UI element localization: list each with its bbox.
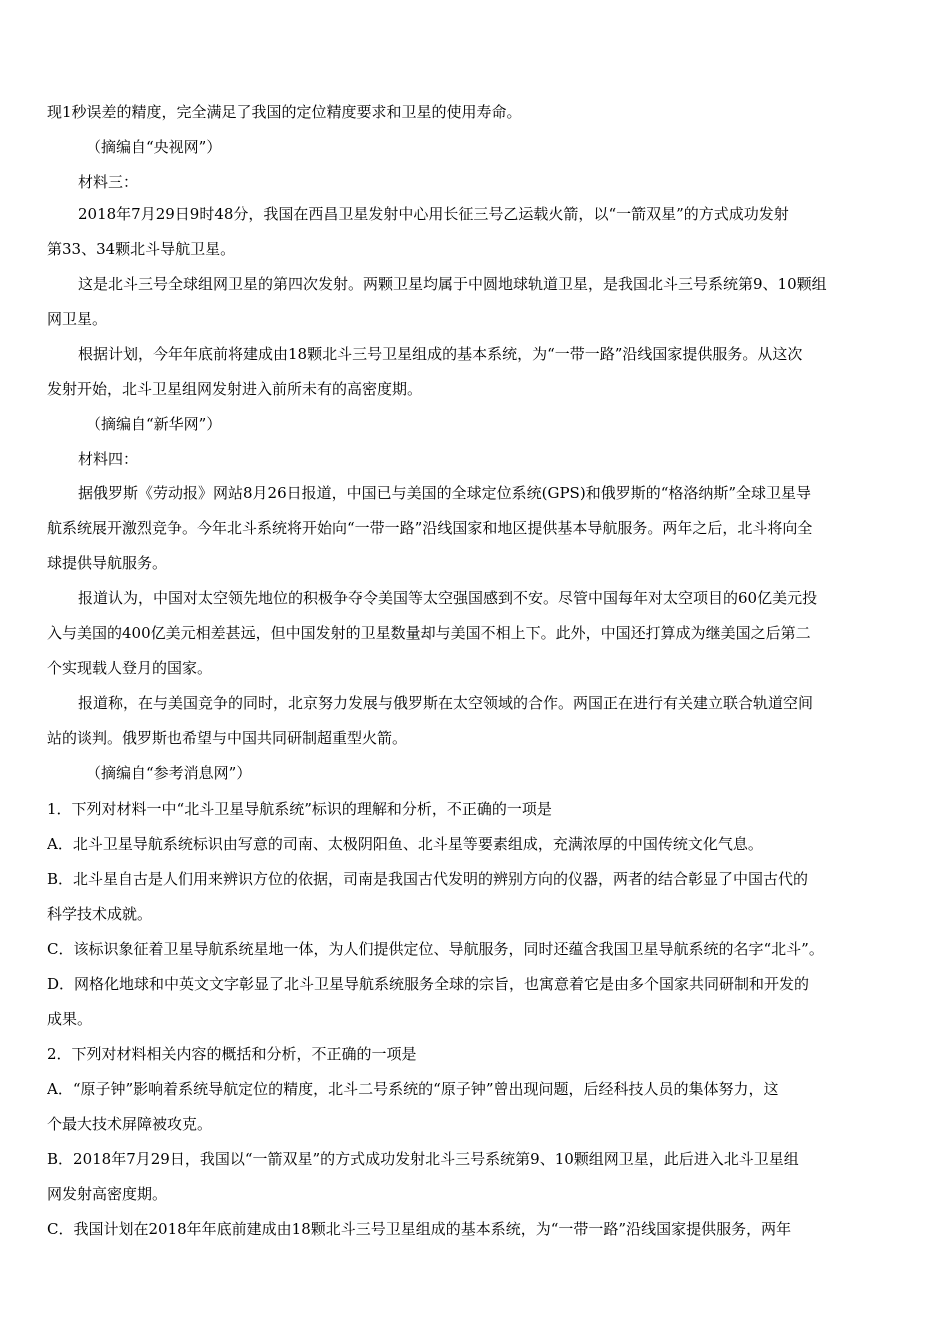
question-1-option-b: B．北斗星自古是人们用来辨识方位的依据，司南是我国古代发明的辨别方向的仪器，两者的结合彰显了中国古代的 [47, 870, 809, 888]
text-line: 入与美国的400亿美元相差甚远，但中国发射的卫星数量却与美国不相上下。此外，中国还打算成为继美国之后第二 [47, 624, 811, 642]
text-line: 个实现载人登月的国家。 [47, 659, 213, 677]
question-2-option-a: A．“原子钟”影响着系统导航定位的精度，北斗二号系统的“原子钟”曾出现问题，后经科技人员的集体努力，这 [47, 1080, 779, 1098]
text-line: 这是北斗三号全球组网卫星的第四次发射。两颗卫星均属于中圆地球轨道卫星，是我国北斗三号系统第9、10颗组 [78, 275, 827, 293]
text-line: 球提供导航服务。 [47, 554, 168, 572]
section-heading: 材料三： [78, 173, 139, 191]
question-1-option-a: A．北斗卫星导航系统标识由写意的司南、太极阴阳鱼、北斗星等要素组成，充满浓厚的中国传统文化气息。 [47, 835, 763, 853]
text-line: 2018年7月29日9时48分，我国在西昌卫星发射中心用长征三号乙运载火箭，以“一箭双星”的方式成功发射 [78, 205, 789, 223]
source-citation: （摘编自“新华网”） [86, 415, 222, 433]
source-citation: （摘编自“参考消息网”） [86, 764, 252, 782]
section-heading: 材料四： [78, 450, 139, 468]
question-2: 2．下列对材料相关内容的概括和分析，不正确的一项是 [47, 1045, 417, 1063]
text-line: 报道认为，中国对太空领先地位的积极争夺令美国等太空强国感到不安。尽管中国每年对太空项目的60亿美元投 [78, 589, 818, 607]
source-citation: （摘编自“央视网”） [86, 138, 222, 156]
text-line: 现1秒误差的精度，完全满足了我国的定位精度要求和卫星的使用寿命。 [47, 103, 522, 121]
question-1-option-c: C．该标识象征着卫星导航系统星地一体，为人们提供定位、导航服务，同时还蕴含我国卫星导航系统的名字“北斗”。 [47, 940, 824, 958]
text-line: 据俄罗斯《劳动报》网站8月26日报道，中国已与美国的全球定位系统(GPS)和俄罗斯的“格洛纳斯”全球卫星导 [78, 484, 812, 502]
text-line: 报道称，在与美国竞争的同时，北京努力发展与俄罗斯在太空领域的合作。两国正在进行有关建立联合轨道空间 [78, 694, 814, 712]
question-2-option-c: C．我国计划在2018年年底前建成由18颗北斗三号卫星组成的基本系统，为“一带一路”沿线国家提供服务，两年 [47, 1220, 792, 1238]
question-1-option-b-cont: 科学技术成就。 [47, 905, 153, 923]
text-line: 发射开始，北斗卫星组网发射进入前所未有的高密度期。 [47, 380, 423, 398]
text-line: 根据计划，今年年底前将建成由18颗北斗三号卫星组成的基本系统，为“一带一路”沿线国家提供服务。从这次 [78, 345, 803, 363]
question-1-option-d-cont: 成果。 [47, 1010, 93, 1028]
question-2-option-b: B．2018年7月29日，我国以“一箭双星”的方式成功发射北斗三号系统第9、10颗组网卫星，此后进入北斗卫星组 [47, 1150, 799, 1168]
text-line: 网卫星。 [47, 310, 108, 328]
question-1-option-d: D．网格化地球和中英文文字彰显了北斗卫星导航系统服务全球的宗旨，也寓意着它是由多个国家共同研制和开发的 [47, 975, 810, 993]
text-line: 站的谈判。俄罗斯也希望与中国共同研制超重型火箭。 [47, 729, 408, 747]
text-line: 航系统展开激烈竞争。今年北斗系统将开始向“一带一路”沿线国家和地区提供基本导航服务。两年之后，北斗将向全 [47, 519, 813, 537]
question-1: 1．下列对材料一中“北斗卫星导航系统”标识的理解和分析，不正确的一项是 [47, 800, 552, 818]
question-2-option-a-cont: 个最大技术屏障被攻克。 [47, 1115, 213, 1133]
text-line: 第33、34颗北斗导航卫星。 [47, 240, 236, 258]
question-2-option-b-cont: 网发射高密度期。 [47, 1185, 168, 1203]
